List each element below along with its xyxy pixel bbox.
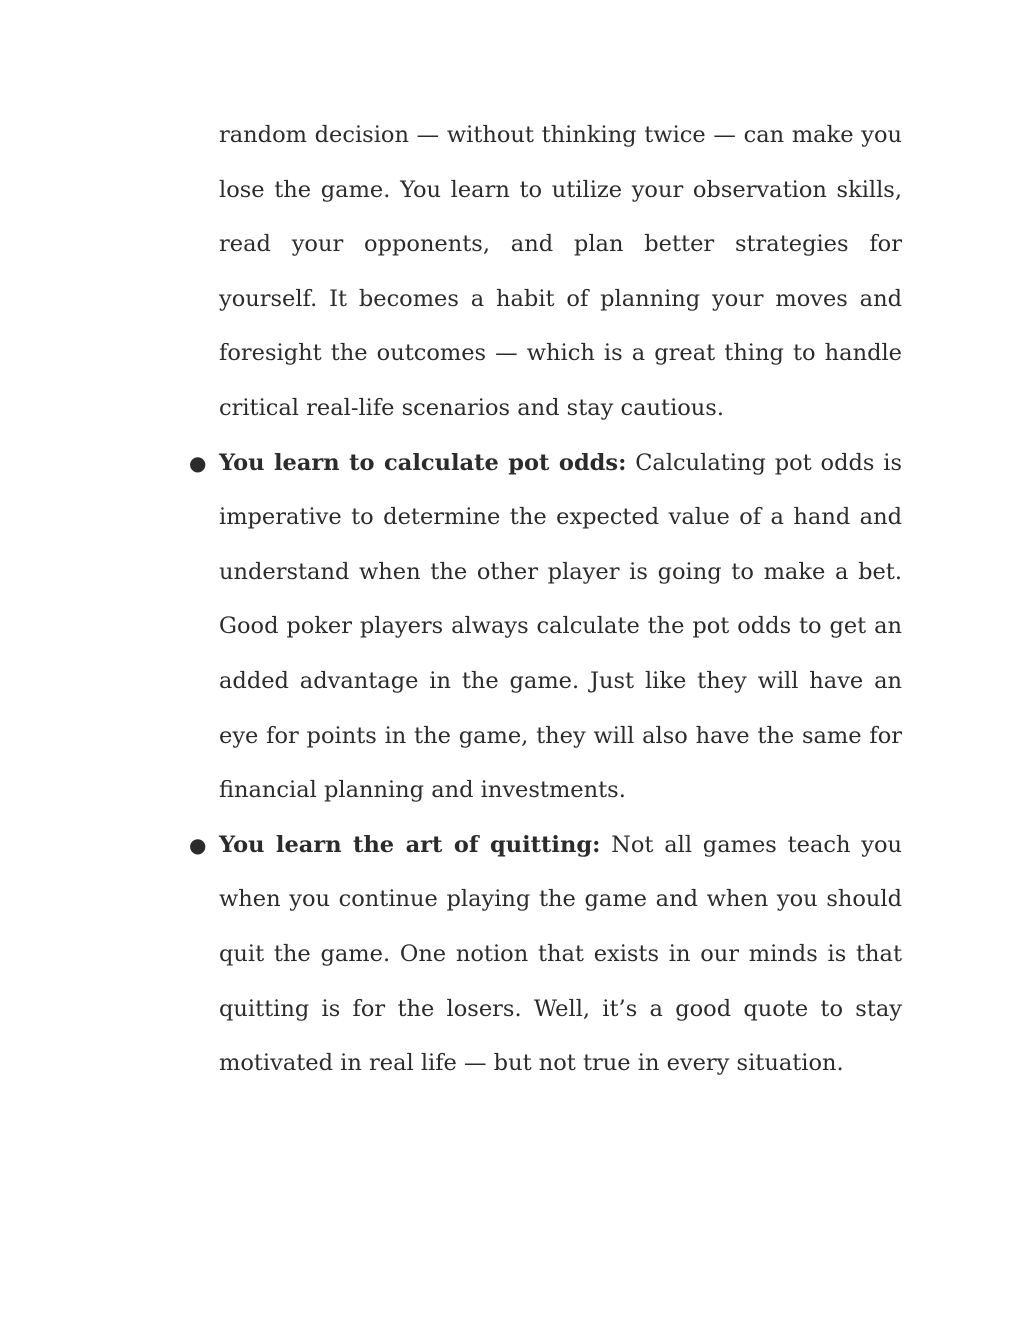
bullet-icon: ● (189, 832, 207, 857)
list-item-quitting (189, 818, 902, 1091)
bullet-list (189, 436, 903, 1091)
list-item-heading: You learn to calculate pot odds: (219, 449, 627, 476)
list-item-text: Not all games teach you when you continue playing the game and when you should quit the game. One notion that exists in our minds is that quitting is for the losers. Well, it’s a good quote to stay motivated in real life — but not true in every situation. (219, 831, 902, 1077)
body-text (189, 108, 903, 1091)
bullet-icon: ● (189, 450, 207, 475)
continuation-paragraph: random decision — without thinking twice — can make you lose the game. You learn to utilize your observation skills, read your opponents, and plan better strategies for yourself. It becomes a habit of planning your moves and foresight the outcomes — which is a great thing to handle critical real-life scenarios and stay cautious. (219, 122, 902, 421)
list-item-heading: You learn the art of quitting: (219, 831, 601, 858)
list-item-pot-odds (189, 436, 903, 818)
list-item-text: Calculating pot odds is imperative to determine the expected value of a hand and understand when the other player is going to make a bet. Good poker players always calculate the pot odds to get an added advantage in the game. Just like they will have an eye for points in the game, they will also have the same for financial planning and investments. (219, 449, 903, 804)
